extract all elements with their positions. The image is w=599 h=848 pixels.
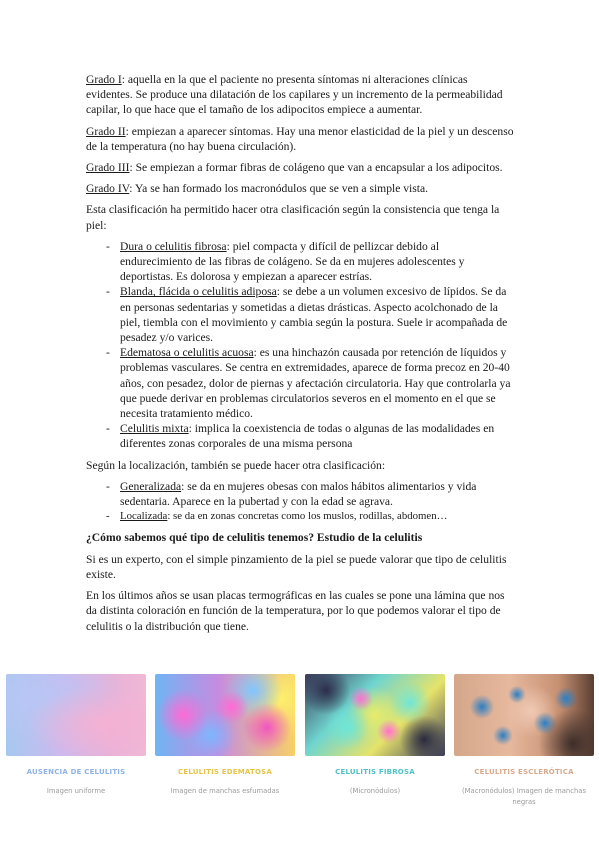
item-text: : implica la coexistencia de todas o algunas de las modalidades en diferentes zonas corporales de una misma persona: [120, 422, 495, 451]
card-title: CELULITIS FIBROSA: [335, 768, 415, 776]
item-label: Edematosa o celulitis acuosa: [120, 346, 254, 360]
item-text: : es una hinchazón causada por retención de líquidos y problemas vasculares. Se centra en extremidades, aparece de forma precoz en 20-40 años, con pesadez, dolor de piernas y afectación circulatoria. Hay que controlarla ya que puede derivar en problemas circulatorios severos en el momento en el que se necesita tratamiento médico.: [120, 346, 511, 421]
item-text: : se da en mujeres obesas con malos hábitos alimentarios y vida sedentaria. Aparece en la pubertad y con la edad se agrava.: [120, 479, 477, 509]
card-title: AUSENCIA DE CELULITIS: [26, 768, 126, 776]
item-label: Celulitis mixta: [120, 422, 189, 436]
thermogram-image: [454, 674, 594, 756]
list-item: [86, 509, 514, 524]
card-title: CELULITIS EDEMATOSA: [178, 768, 272, 776]
grade-label: Grado IV: [86, 182, 130, 196]
item-text: : se debe a un volumen excesivo de lípidos. Se da en personas sedentarias y sometidas a dietas drásticas. Aspecto acolchonado de la piel, tiembla con el movimiento y cambia según la postura. Suele ir acompañada de pesadez y/o varices.: [120, 285, 508, 345]
document-body: [86, 72, 514, 640]
list-item: [86, 345, 514, 421]
grade-text: : aquella en la que el paciente no presenta síntomas ni alteraciones clínicas evidentes. Se produce una dilatación de los capilares y un incremento de la permeabilidad capilar, lo que hace que el tamaño de los adipocitos empiece a aumentar.: [86, 73, 503, 117]
para-thermo: En los últimos años se usan placas termográficas en las cuales se pone una lámina que nos da distinta coloración en función de la temperatura, por lo que podemos valorar el tipo de celulitis o la distribución que tiene.: [86, 589, 505, 633]
consistency-intro: Esta clasificación ha permitido hacer otra clasificación según la consistencia que tenga la piel:: [86, 203, 500, 232]
card-subtitle: Imagen uniforme: [46, 787, 106, 795]
location-intro: Según la localización, también se puede hacer otra clasificación:: [86, 458, 386, 472]
thermo-card-sclerotic: [454, 674, 594, 808]
list-item: [86, 284, 514, 345]
item-label: Dura o celulitis fibrosa: [120, 239, 227, 253]
item-text: : piel compacta y difícil de pellizcar debido al endurecimiento de las fibras de colágeno. Se da en mujeres adolescentes y deportistas. Es dolorosa y empiezan a aparecer estrías.: [120, 239, 465, 284]
thermography-figure: [0, 674, 599, 848]
item-label: Localizada: [120, 510, 168, 523]
thermo-card-absence: [6, 674, 146, 797]
section-heading: ¿Cómo sabemos qué tipo de celulitis tenemos? Estudio de la celulitis: [86, 531, 423, 545]
card-subtitle: (Macronódulos) Imagen de manchas negras: [462, 787, 586, 806]
grade-label: Grado III: [86, 161, 130, 175]
thermo-card-fibrous: [305, 674, 445, 797]
consistency-list: [86, 239, 514, 452]
grade-1: [86, 72, 514, 118]
grade-4: [86, 181, 514, 196]
grade-text: : Se empiezan a formar fibras de colágeno que van a encapsular a los adipocitos.: [129, 161, 503, 175]
card-subtitle: (Micronódulos): [349, 787, 401, 795]
thermogram-image: [305, 674, 445, 756]
item-label: Generalizada: [120, 479, 182, 493]
grade-label: Grado II: [86, 124, 126, 138]
item-label: Blanda, flácida o celulitis adiposa: [120, 285, 277, 299]
grade-text: : empiezan a aparecer síntomas. Hay una menor elasticidad de la piel y un descenso de la temperatura (no hay buena circulación).: [86, 124, 514, 153]
list-item: [86, 239, 514, 285]
grade-text: : Ya se han formado los macronódulos que se ven a simple vista.: [129, 182, 429, 196]
thermogram-image: [155, 674, 295, 756]
grade-label: Grado I: [86, 73, 122, 86]
grade-2: [86, 124, 514, 154]
location-list: [86, 479, 514, 525]
list-item: [86, 421, 514, 451]
item-text: : se da en zonas concretas como los muslos, rodillas, abdomen…: [167, 510, 448, 523]
card-subtitle: Imagen de manchas esfumadas: [170, 787, 280, 795]
thermogram-image: [6, 674, 146, 756]
card-title: CELULITIS ESCLERÓTICA: [474, 768, 574, 776]
thermo-card-edematous: [155, 674, 295, 797]
grade-3: [86, 160, 514, 175]
para-expert: Si es un experto, con el simple pinzamiento de la piel se puede valorar que tipo de celulitis existe.: [86, 552, 507, 581]
list-item: [86, 479, 514, 509]
